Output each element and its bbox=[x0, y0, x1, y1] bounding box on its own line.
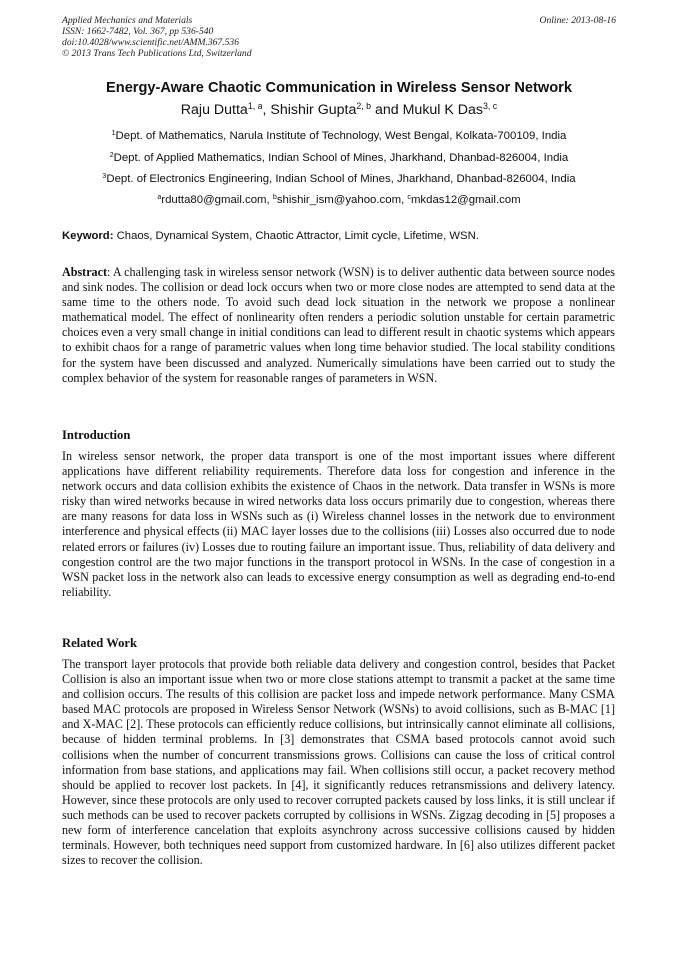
online-date: Online: 2013-08-16 bbox=[539, 15, 616, 26]
keywords-label: Keyword: bbox=[62, 230, 114, 242]
author-name: Raju Dutta bbox=[180, 102, 248, 118]
copyright-line: © 2013 Trans Tech Publications Ltd, Switzerland bbox=[62, 48, 252, 59]
email-superscript: a bbox=[157, 194, 162, 202]
abstract bbox=[62, 265, 615, 386]
affiliation-superscript: 3 bbox=[102, 173, 107, 181]
email-line: $^a$rdutta80@gmail.com, $^b$shishir_ism@yahoo.com, $^c$mkdas12@gmail.com bbox=[157, 194, 521, 206]
journal-name: Applied Mechanics and Materials bbox=[62, 15, 193, 26]
keywords bbox=[62, 230, 622, 242]
affiliation-text: Dept. of Electronics Engineering, Indian School of Mines, Jharkhand, Dhanbad-826004, India bbox=[106, 173, 576, 185]
related-work-text: The transport layer protocols that provide both reliable data delivery and congestion control, besides that Packet Collision is also an important issue when two or more close stations attempt to transmit a packet at the same time and collision occurs. The results of this collision are packet loss and impede network performance. Many CSMA based MAC protocols are proposed in Wireless Sensor Network (WSNs) to avoid collisions, such as B-MAC [1] and X-MAC [2]. These protocols can efficiently reduce collisions, but intrinsically cannot eliminate all collisions, because of hidden terminal problems. In [3] demonstrates that CSMA based protocols cannot avoid such collisions when the number of concurrent transmissions grows. Collisions can cause the loss of critical control information from base stations, and applications may fail. When collisions still occur, a packet recovery method should be applied to recover lost packets. In [4], it significantly reduces retransmissions and delivery latency. However, since these protocols are only used to recover corrupted packets caused by loss links, it is still unclear if such methods can be used to recover packets corrupted by collisions in WSNs. Zigzag decoding in [5] proposes a new form of interference cancelation that exploits asynchrony across successive collisions caused by hidden terminals. However, both techniques need support from customized hardware. In [6] also utilizes different packet sizes to recover the collision. bbox=[62, 657, 615, 868]
affiliation-text: Dept. of Applied Mathematics, Indian School of Mines, Jharkhand, Dhanbad-826004, India bbox=[113, 152, 569, 164]
email-address[interactable]: mkdas12@gmail.com bbox=[410, 194, 521, 206]
running-header bbox=[62, 15, 616, 59]
author-superscript: 3, c bbox=[483, 101, 498, 112]
affiliation-1 bbox=[0, 130, 678, 142]
paper-title: Energy-Aware Chaotic Communication in Wireless Sensor Network bbox=[106, 80, 572, 96]
affiliation-2 bbox=[0, 152, 678, 164]
doi-line[interactable]: doi:10.4028/www.scientific.net/AMM.367.536 bbox=[62, 37, 240, 48]
affiliation-superscript: 2 bbox=[109, 152, 114, 160]
author-superscript: 2, b bbox=[356, 101, 372, 112]
author-line bbox=[0, 102, 678, 118]
author-separator: , bbox=[262, 102, 271, 118]
issn-line: ISSN: 1662-7482, Vol. 367, pp 536-540 bbox=[62, 26, 214, 37]
keywords-text: Chaos, Dynamical System, Chaotic Attractor, Limit cycle, Lifetime, WSN. bbox=[113, 230, 479, 242]
affiliation-3 bbox=[0, 173, 678, 185]
author-separator: and bbox=[371, 102, 403, 118]
email-address[interactable]: rdutta80@gmail.com bbox=[161, 194, 267, 206]
email-address[interactable]: shishir_ism@yahoo.com bbox=[276, 194, 402, 206]
email-superscript: b bbox=[272, 194, 277, 202]
abstract-text: : A challenging task in wireless sensor network (WSN) is to deliver authentic data between source nodes and sink nodes. The collision or dead lock occurs when two or more close nodes are attempted to send data at the same time to the others node. To avoid such dead lock situation in the network we propose a nonlinear mathematical model. The effect of nonlinearity often renders a periodic solution unstable for certain parametric choices even a very small change in initial conditions can lead to different result in chaotic systems which appears to exhibit chaos for a range of parametric values when long time behavior studied. The local stability conditions for the system have been discussed and analyzed. Numerically simulations have been carried out to study the complex behavior of the system for reasonable ranges of parameters in WSN. bbox=[62, 265, 615, 385]
introduction-heading: Introduction bbox=[62, 428, 131, 442]
author-superscript: 1, a bbox=[247, 101, 263, 112]
abstract-label: Abstract bbox=[62, 265, 108, 279]
author-name: Shishir Gupta bbox=[270, 102, 357, 118]
related-work-heading: Related Work bbox=[62, 636, 137, 650]
email-superscript: c bbox=[407, 194, 411, 202]
introduction-text: In wireless sensor network, the proper data transport is one of the most important issues where different applications have different reliability requirements. Therefore data loss for congestion and inference in the network occurs and data collision exhibits the existence of Chaos in the network. Data transfer in WSNs is more risky than wired networks because in wired networks data loss occurs primarily due to congestion, whereas there are many reasons for data loss in WSNs such as (i) Wireless channel losses in the network due to environment interference and physical effects (ii) MAC layer losses due to the collisions (iii) Losses also occurred due to node related errors or failures (iv) Losses due to routing failure an important issue. Thus, reliability of data delivery and congestion control are the two major functions in the transport protocol in WSNs. In the case of congestion in a WSN packet loss in the network also can leads to excessive energy consumption as well as degrading end-to-end reliability. bbox=[62, 449, 615, 599]
author-name: Mukul K Das bbox=[402, 102, 484, 118]
affiliation-superscript: 1 bbox=[111, 130, 116, 138]
affiliation-text: Dept. of Mathematics, Narula Institute of Technology, West Bengal, Kolkata-700109, India bbox=[115, 130, 567, 142]
